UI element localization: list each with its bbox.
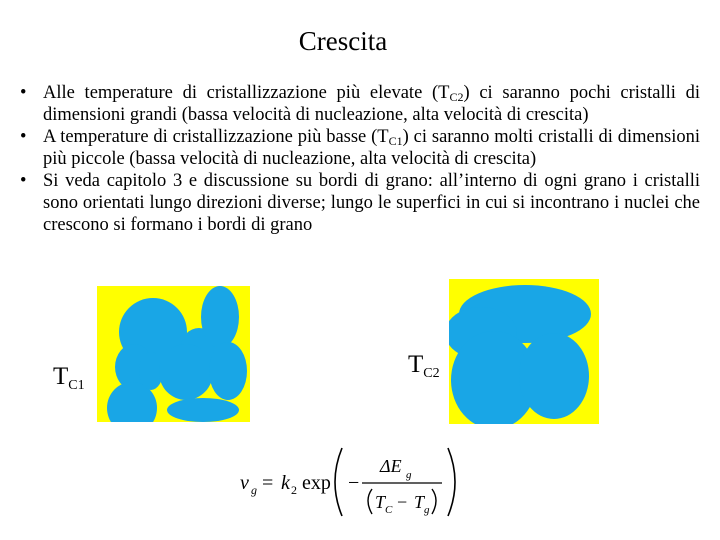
label-subscript: C2 [423, 366, 440, 381]
formula-inner-left-paren [368, 489, 372, 514]
bullet-list [20, 82, 700, 236]
formula-tc-sub: C [385, 504, 393, 516]
bullet-item [20, 82, 700, 126]
formula-tg: T [414, 492, 425, 512]
bullet-text-part: A temperature di cristallizzazione più basse (T [43, 127, 389, 147]
formula-k: k [281, 472, 290, 494]
crystal-diagram-tc2 [449, 279, 599, 424]
formula-tg-sub: g [424, 504, 430, 516]
label-subscript: C1 [68, 378, 85, 393]
formula-right-paren [448, 448, 455, 516]
bullet-text-part: ) ci saranno molti cristalli di dimensioni più piccole (bassa velocità di nucleazione, alta velocità di crescita) [43, 127, 701, 169]
formula-minus: − [348, 472, 360, 494]
bullet-dot: • [20, 83, 27, 103]
bullet-text-part: ) ci saranno pochi cristalli di dimensioni grandi (bassa velocità di nucleazione, alta velocità di crescita) [43, 83, 700, 125]
bullet-dot: • [20, 171, 27, 191]
formula-lhs: v [240, 472, 249, 494]
crystal-grain [209, 342, 247, 400]
crystal-diagram-tc1 [97, 286, 250, 422]
bullet-item [20, 126, 700, 170]
formula-inner-right-paren [432, 489, 436, 514]
formula-left-paren [335, 448, 342, 516]
formula-delta-e-sub: g [406, 469, 412, 481]
formula-inner-minus: − [397, 492, 408, 512]
bullet-text-part: Alle temperature di cristallizzazione più elevate (T [43, 83, 450, 103]
bullet-subscript: C1 [388, 134, 403, 148]
formula-equals: = [262, 472, 274, 494]
crystal-grain [159, 344, 213, 400]
formula-k-sub: 2 [291, 483, 297, 497]
bullet-item [20, 170, 700, 236]
bullet-dot: • [20, 127, 27, 147]
crystal-grain [167, 398, 239, 422]
label-tc1 [53, 362, 87, 392]
bullet-subscript: C2 [449, 90, 464, 104]
formula-exp: exp [302, 472, 331, 494]
bullet-text: Si veda capitolo 3 e discussione su bordi di grano: all’interno di ogni grano i cristalli sono orientati lungo direzioni diverse; lungo le superfici in cui si incontrano i nuclei che crescono si formano i bordi di grano [43, 171, 700, 235]
label-tc2 [408, 350, 440, 380]
page-title: Crescita [298, 26, 388, 56]
label-main: T [408, 351, 424, 378]
formula-lhs-sub: g [251, 483, 257, 497]
crystal-grain [201, 286, 239, 348]
formula-delta-e: ΔE [380, 456, 402, 476]
label-main: T [53, 363, 69, 390]
crystal-grain [519, 333, 589, 419]
growth-rate-formula [238, 446, 463, 518]
formula-tc: T [375, 492, 386, 512]
